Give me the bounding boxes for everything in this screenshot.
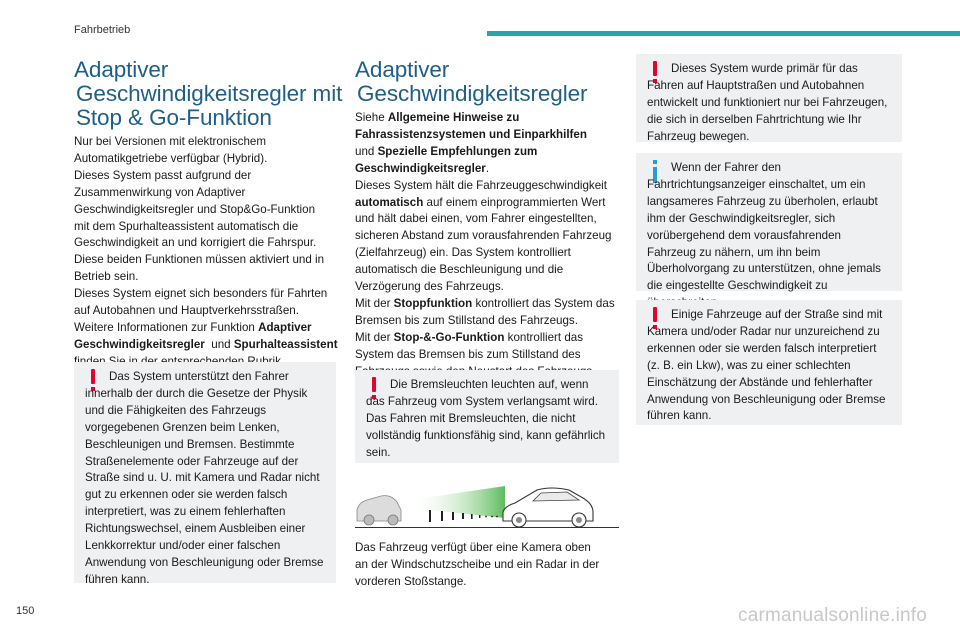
left-column	[74, 58, 344, 130]
middle-intro-text: Siehe Allgemeine Hinweise zu Fahrassistenzsystemen und Einparkhilfen und Spezielle Empfehlungen zum Geschwindigkeitsregler. Dieses System hält die Fahrzeuggeschwindigkeit automatisch auf einem einprogrammierten Wert und hält dabei einen, vom Fahrer eingestellten, sicheren Abstand zum vorausfahrenden Fahrzeug (Zielfahrzeug) ein. Das System kontrolliert automatisch die Beschleunigung und die Verzögerung des Fahrzeugs. Mit der Stoppfunktion kontrolliert das System das Bremsen bis zum Stillstand des Fahrzeugs. Mit der Stop-&-Go-Funktion kontrolliert das System das Bremsen bis zum Stillstand des	[355, 111, 615, 361]
radar-beam	[410, 486, 505, 518]
page-number: 150	[16, 605, 35, 617]
right-info-box: Wenn der Fahrer den Fahrtrichtungsanzeiger einschaltet, um ein langsameres Fahrzeug zu überholen, erlaubt ihm der Geschwindigkeitsregler, sich vorübergehend dem vorausfahrenden Fahrzeug zu nähern, um ihn beim Überholvorgang zu unterstützen, ohne jemals die eingestellte Geschwindigkeit zu	[636, 153, 902, 291]
left-title: Adaptiver Geschwindigkeitsregler mit Stop & Go-Funktion	[74, 57, 343, 130]
own-vehicle	[503, 488, 593, 527]
right-warning-box-1: Dieses System wurde primär für das Fahren auf Hauptstraßen und Autobahnen entwickelt und funktioniert nur bei Fahrzeugen, die sich in derselben Fahrtrichtung wie Ihr Fahrzeug bewegen.	[636, 54, 902, 142]
illustration-caption: Das Fahrzeug verfügt über eine Kamera oben an der Windschutzscheibe und ein Radar in der vorderen Stoßstange.	[355, 541, 600, 588]
middle-title: Adaptiver Geschwindigkeitsregler	[355, 57, 588, 106]
left-warning-box: Das System unterstützt den Fahrer innerhalb der durch die Gesetze der Physik und die Fähigkeiten des Fahrzeugs vorgegebenen Grenzen beim Lenken, Beschleunigen und Bremsen. Bestimmte Straßenelemente oder Fahrzeuge auf der Straße sind u. U. mit Kamera und Radar nicht gut zu erkennen oder sie werden falsch interpretiert, was zu einem fehlerhaften Richtungswechsel, einem Ausbleiben einer Lenkkorrektur und/oder einer falschen Anwendung von Beschleunigung oder Bremse führen kann.	[74, 362, 336, 583]
acc-illustration	[355, 478, 619, 528]
right-warning-box-2: Einige Fahrzeuge auf der Straße sind mit Kamera und/oder Radar nur unzureichend zu erkennen oder sie werden falsch interpretiert (z. B. ein Lkw), was zu einer schlechten Einschätzung der Abstände und fehlerhafter Anwendung von Beschleunigung oder Bremse führen kann.	[636, 300, 902, 425]
header-accent-bar	[487, 31, 960, 36]
watermark: carmanualsonline.info	[738, 605, 928, 626]
section-header: Fahrbetrieb	[74, 24, 131, 36]
middle-warning-box: Die Bremsleuchten leuchten auf, wenn das Fahrzeug vom System verlangsamt wird. Das Fahren mit Bremsleuchten, die nicht vollständig funktionsfähig sind, kann gefährlich sein.	[355, 370, 619, 463]
left-intro-text: Nur bei Versionen mit elektronischem Automatikgetriebe verfügbar (Hybrid). Dieses System passt aufgrund der Zusammenwirkung von Adaptiver Geschwindigkeitsregler und Stop&Go-Funktion mit dem Spurhalteassistent automatisch die Geschwindigkeit an und korrigiert die Fahrspur. Diese beiden Funktionen müssen aktiviert und in Betrieb sein. Dieses System eignet sich besonders für Fahrten auf Autobahnen und Hauptverkehrsstraßen. Weitere Informationen zur Funktion Adaptiver Geschwindigkeitsregler und Spurhalteassistent	[74, 135, 338, 351]
middle-column	[355, 58, 625, 106]
front-vehicle	[357, 496, 401, 525]
